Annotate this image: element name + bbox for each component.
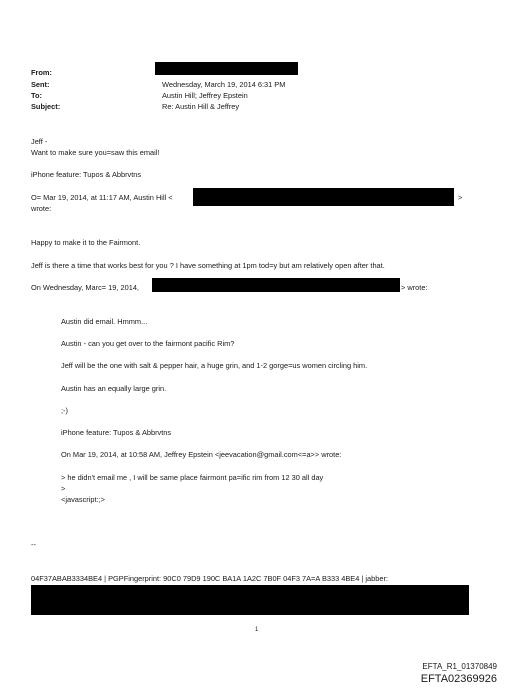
to-label: To: — [31, 91, 42, 100]
quote-line-7: On Mar 19, 2014, at 10:58 AM, Jeffrey Epstein <jeevacation@gmail.com<=a>> wrote: — [61, 450, 342, 459]
body-line-greeting: Jeff - — [31, 137, 48, 146]
quote-line-1: Austin did email. Hmmm... — [61, 317, 148, 326]
body-line-8a: On Wednesday, Marc= 19, 2014, — [31, 283, 139, 292]
quote-line-6: iPhone feature: Tupos & Abbrvtns — [61, 428, 172, 437]
redaction-from — [155, 62, 298, 75]
footer-id-2: EFTA02369926 — [420, 673, 497, 685]
quote-line-4: Austin has an equally large grin. — [61, 384, 167, 393]
body-line-4b: > — [458, 193, 463, 202]
quote-line-10: <javascript:;> — [61, 495, 105, 504]
quote-line-3: Jeff will be the one with salt & pepper hair, a huge grin, and 1-2 gorge=us women circling him. — [61, 361, 368, 370]
body-line-7: Jeff is there a time that works best for you ? I have something at 1pm tod=y but am relatively open after that. — [31, 261, 385, 270]
redaction-email-1 — [193, 188, 454, 206]
signature-dashes: -- — [31, 540, 36, 549]
from-label: From: — [31, 68, 52, 77]
subject-value: Re: Austin Hill & Jeffrey — [162, 102, 240, 111]
quote-line-9: > — [61, 484, 66, 493]
page-number: 1 — [255, 627, 259, 633]
sent-label: Sent: — [31, 80, 50, 89]
body-line-5: wrote: — [31, 204, 52, 213]
redaction-signature — [31, 585, 469, 615]
quote-line-2: Austin - can you get over to the fairmont pacific Rim? — [61, 339, 235, 348]
sent-value: Wednesday, March 19, 2014 6:31 PM — [162, 80, 286, 89]
to-value: Austin Hill; Jeffrey Epstein — [162, 91, 248, 100]
body-line-6: Happy to make it to the Fairmont. — [31, 238, 141, 247]
redaction-email-2 — [152, 278, 400, 292]
body-line-3: iPhone feature: Tupos & Abbrvtns — [31, 170, 142, 179]
signature-fingerprint: 04F37ABAB3334BE4 | PGPFingerprint: 90C0 79D9 190C BA1A 1A2C 7B0F 04F3 7A=A B333 4BE4 | jabber: — [31, 574, 388, 583]
body-line-8b: > wrote: — [401, 283, 428, 292]
quote-line-8: > he didn't email me , I will be same place fairmont pa=ific rim from 12 30 all day — [61, 473, 324, 482]
body-line-2: Want to make sure you=saw this email! — [31, 148, 160, 157]
body-line-4a: O= Mar 19, 2014, at 11:17 AM, Austin Hill < — [31, 193, 173, 202]
footer-id-1: EFTA_R1_01370849 — [422, 662, 497, 671]
quote-line-5: ;-) — [61, 406, 68, 415]
subject-label: Subject: — [31, 102, 61, 111]
